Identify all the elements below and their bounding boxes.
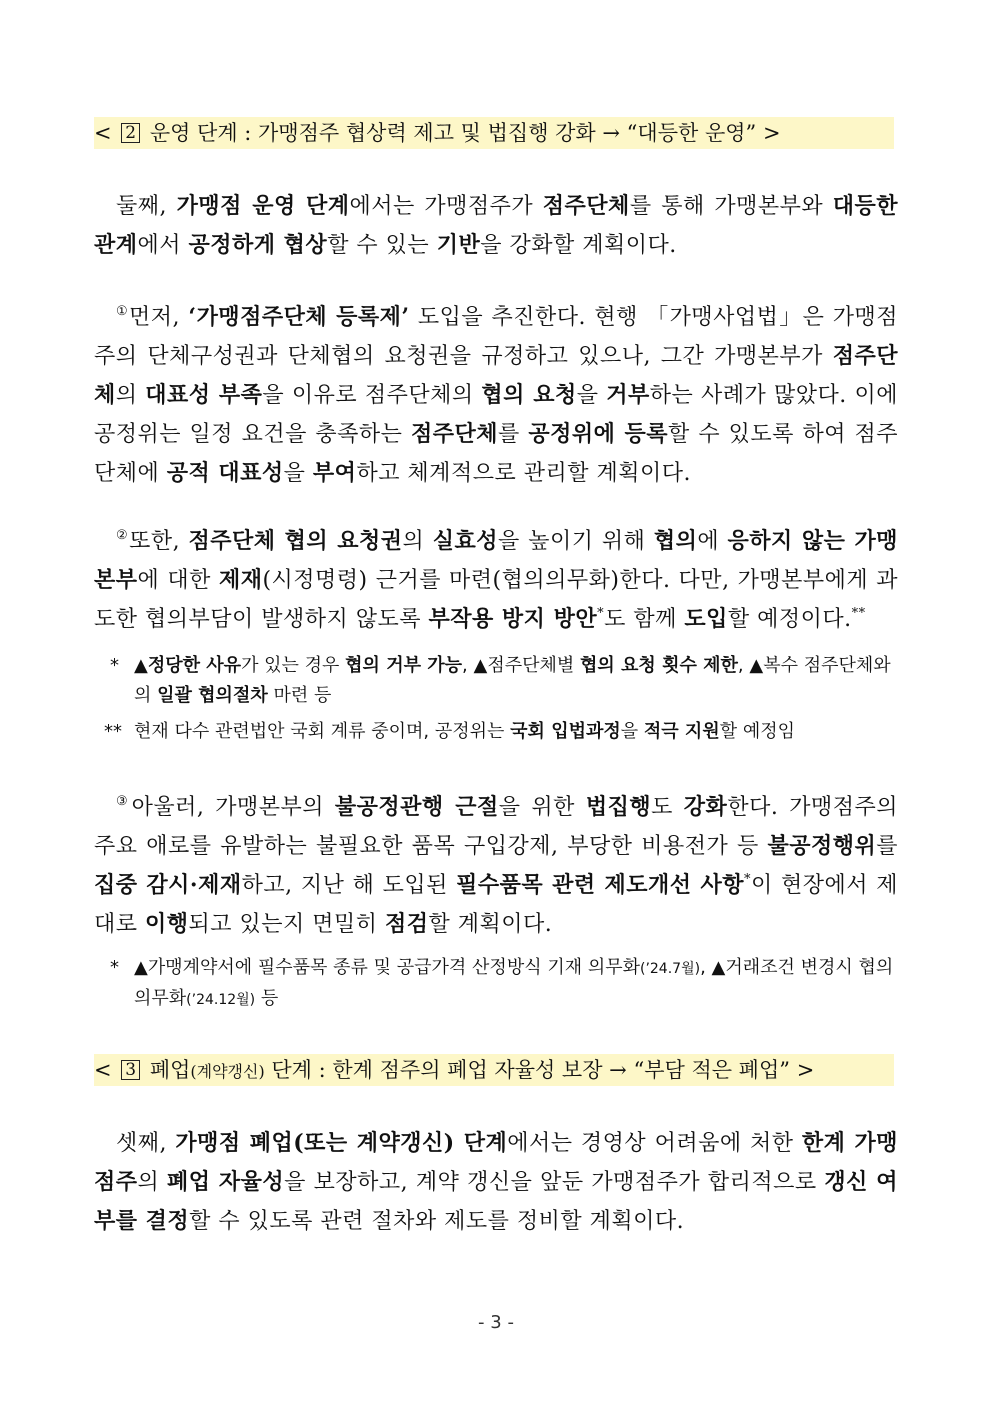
circled-number-3: ③ (116, 794, 132, 809)
paragraph-third-intro: 셋째, 가맹점 폐업(또는 계약갱신) 단계에서는 경영상 어려움에 처한 한계 가맹점주의 폐업 자율성을 보장하고, 계약 갱신을 앞둔 가맹점주가 합리적으로 갱신 여부를 결정할 수 있도록 관련 절차와 제도를 정비할 계획이다. (94, 1130, 899, 1234)
page-number: - 3 - (478, 1312, 514, 1333)
section-number-box: 2 (121, 123, 140, 143)
paragraph-consultation-right: ②또한, 점주단체 협의 요청권의 실효성을 높이기 위해 협의에 응하지 않는 가맹본부에 대한 제재(시정명령) 근거를 마련(협의의무화)한다. 다만, 가맹본부에게 과도한 협의부담이 발생하지 않도록 부작용 방지 방안*도 함께 도입할 예정이다.** (94, 528, 899, 632)
paragraph-registration-system: ①먼저, ‘가맹점주단체 등록제’ 도입을 추진한다. 현행 「가맹사업법」은 가맹점주의 단체구성권과 단체협의 요청권을 규정하고 있으나, 그간 가맹본부가 점주단체의 대표성 부족을 이유로 점주단체의 협의 요청을 거부하는 사례가 많았다. 이에 공정위는 일정 요건을 충족하는 점주단체를 공정위에 등록할 수 있도록 하여 점주단체에 공적 대표성을 부여하고 체계적으로 관리할 계획이다. (94, 304, 899, 486)
paragraph-second-intro: 둘째, 가맹점 운영 단계에서는 가맹점주가 점주단체를 통해 가맹본부와 대등한 관계에서 공정하게 협상할 수 있는 기반을 강화할 계획이다. (94, 193, 898, 258)
heading-close: > (762, 121, 781, 145)
circled-number-1: ① (116, 304, 130, 319)
section-number-box: 3 (121, 1060, 140, 1080)
section-heading-closure: < 3 폐업(계약갱신) 단계 : 한계 점주의 폐업 자율성 보장 → “부담 적은 폐업” > (94, 1054, 894, 1086)
paragraph-law-enforcement: ③아울러, 가맹본부의 불공정관행 근절을 위한 법집행도 강화한다. 가맹점주의 주요 애로를 유발하는 불필요한 품목 구입강제, 부당한 비용전가 등 불공정행위를 집중 감시·제재하고, 지난 해 도입된 필수품목 관련 제도개선 사항*이 현장에서 제대로 이행되고 있는지 면밀히 점검할 계획이다. (94, 794, 898, 937)
footnote-essential-items: * ▲가맹계약서에 필수품목 종류 및 공급가격 산정방식 기재 의무화(’24.7월), ▲거래조건 변경시 협의의무화(’24.12월) 등 (110, 957, 894, 1009)
heading-text: 운영 단계 : 가맹점주 협상력 제고 및 법집행 강화 → “대등한 운영” (149, 121, 757, 145)
section-heading-operation (94, 117, 894, 149)
circled-number-2: ② (116, 528, 130, 543)
footnote-legislation: ** 현재 다수 관련법안 국회 계류 중이며, 공정위는 국회 입법과정을 적극 지원할 예정임 (104, 721, 795, 742)
footnote-side-effect-measures: * ▲정당한 사유가 있는 경우 협의 거부 가능, ▲점주단체별 협의 요청 횟수 제한, ▲복수 점주단체와의 일괄 협의절차 마련 등 (110, 655, 891, 706)
heading-open: < (94, 121, 112, 145)
